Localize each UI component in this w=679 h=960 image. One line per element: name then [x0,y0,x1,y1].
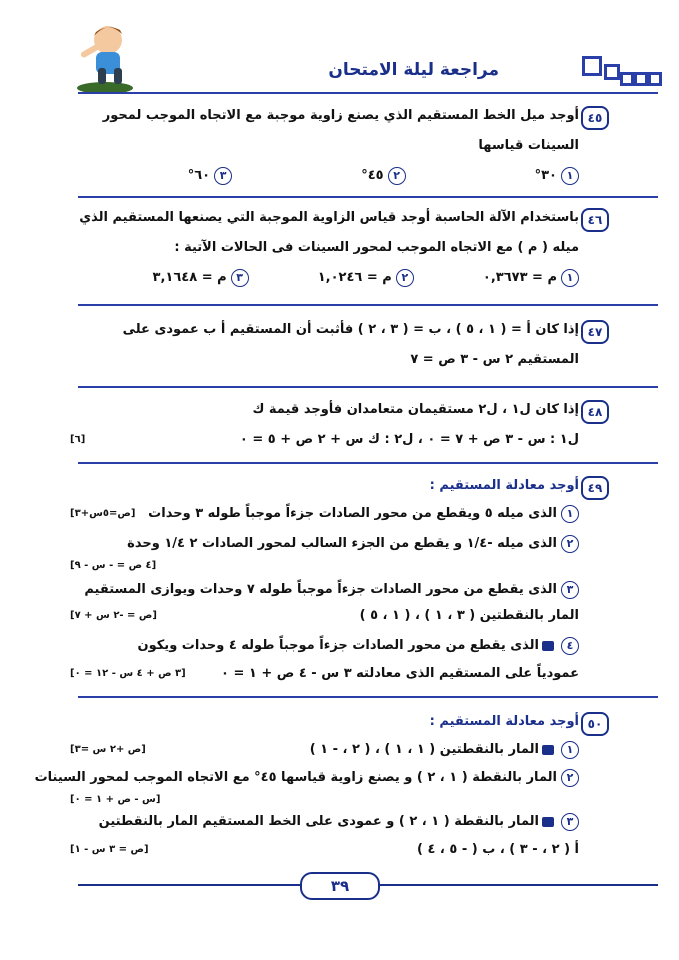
option: م = ٣,١٦٤٨ [152,270,227,285]
answer: [٦] [70,434,86,445]
page-title: مراجعة ليلة الامتحان [328,60,499,80]
answer: [٤ ص = - س - ٩] [70,560,157,571]
book-icon [542,745,554,755]
question-text: السينات قياسها [478,138,579,153]
divider [78,304,658,306]
equations: ل١ : س - ٣ ص + ٧ = ٠ ، ل٢ : ك س + ٢ ص + ٥ = ٠ [239,432,579,447]
decor-square [582,56,602,76]
options-row [70,268,579,288]
answer: [ص = -٢ س + ٧] [70,610,157,621]
divider [78,462,658,464]
question-text: المستقيم ٢ س - ٣ ص = ٧ [410,352,579,367]
list-item [70,534,579,554]
option: ٣٠° [534,168,557,183]
question-number: ٥٠ [581,712,609,736]
page-header [0,0,679,100]
option-number: ٢ [396,269,414,287]
question-number: ٤٧ [581,320,609,344]
item-number: ٢ [561,535,579,553]
option-number: ٣ [231,269,249,287]
list-item [70,740,579,760]
item-number: ١ [561,741,579,759]
item-text: الذى ميله -١/٤ و يقطع من الجزء السالب لمحور الصادات ٢ ١/٤ وحدة [127,536,557,551]
book-icon [542,641,554,651]
item-number: ٢ [561,769,579,787]
question-text: إذا كان ل١ ، ل٢ مستقيمان متعامدان فأوجد قيمة ك [252,402,579,417]
divider [78,696,658,698]
item-number: ٣ [561,813,579,831]
option-number: ١ [561,269,579,287]
page-number: ٣٩ [300,872,380,900]
book-icon [542,817,554,827]
list-item [34,768,579,788]
option-number: ١ [561,167,579,185]
decor-square [648,72,662,86]
answer: [ص=٥س+٣] [70,508,136,519]
answer: [س - ص + ١ = ٠] [70,794,161,805]
question-text: ميله ( م ) مع الاتجاه الموجب لمحور السينات فى الحالات الآتية : [174,240,579,255]
list-item-continued [70,840,579,860]
divider [78,196,658,198]
answer: [ص +٢ س =٣] [70,744,146,755]
list-item [70,812,579,832]
option: ٤٥° [361,168,384,183]
decor-square [604,64,620,80]
options-row [70,166,579,186]
option: م = ١,٠٢٤٦ [317,270,392,285]
list-item [70,504,579,524]
option: م = ٠,٣٦٧٣ [482,270,557,285]
list-item-continued [70,664,579,684]
question-number: ٤٨ [581,400,609,424]
question-equations [70,430,579,450]
item-text: الذى يقطع من محور الصادات جزءاً موجباً طوله ٧ وحدات ويوازى المستقيم [84,582,557,597]
list-item-continued [70,606,579,626]
item-text: الذى ميله ٥ ويقطع من محور الصادات جزءاً موجباً طوله ٣ وحدات [148,506,557,521]
item-text: المار بالنقطة ( ١ ، ٢ ) و عمودى على الخط المستقيم المار بالنقطتين [98,814,539,829]
item-text: المار بالنقطة ( ١ ، ٢ ) و يصنع زاوية قياسها ٤٥° مع الاتجاه الموجب لمحور السينات [34,770,557,785]
question-text: إذا كان أ = ( ١ ، ٥ ) ، ب = ( ٣ ، ٢ ) فأثبت أن المستقيم أ ب عمودى على [122,322,579,337]
cartoon-kid-logo [70,18,140,96]
item-number: ٣ [561,581,579,599]
question-number: ٤٥ [581,106,609,130]
question-text: أوجد ميل الخط المستقيم الذي يصنع زاوية موجبة مع الاتجاه الموجب لمحور [102,108,579,123]
item-text: المار بالنقطتين ( ٣ ، ١ ) ، ( ١ ، ٥ ) [359,608,579,623]
item-text: المار بالنقطتين ( ١ ، ١ ) ، ( ٢ ، - ١ ) [309,742,539,757]
option-number: ٢ [388,167,406,185]
item-number: ٤ [561,637,579,655]
question-text: باستخدام الآلة الحاسبة أوجد قياس الزاوية الموجبة التي يصنعها المستقيم الذي [79,210,579,225]
item-text: الذى يقطع من محور الصادات جزءاً موجباً طوله ٤ وحدات ويكون [137,638,539,653]
divider [78,386,658,388]
question-number: ٤٦ [581,208,609,232]
item-text: عمودياً على المستقيم الذى معادلته ٣ س - ٤ ص + ١ = ٠ [221,666,579,681]
question-number: ٤٩ [581,476,609,500]
section-heading: أوجد معادلة المستقيم : [429,714,579,729]
list-item [70,636,579,656]
list-item [70,580,579,600]
item-number: ١ [561,505,579,523]
header-divider [78,92,658,94]
option-number: ٣ [214,167,232,185]
section-heading: أوجد معادلة المستقيم : [429,478,579,493]
answer: [٣ ص + ٤ س - ١٢ = ٠] [70,668,186,679]
item-text: أ ( ٢ ، - ٣ ) ، ب ( - ٥ ، ٤ ) [416,842,579,857]
option: ٦٠° [187,168,211,183]
answer: [ص = ٣ س - ١] [70,844,149,855]
decor-square [634,72,648,86]
decor-square [620,72,634,86]
